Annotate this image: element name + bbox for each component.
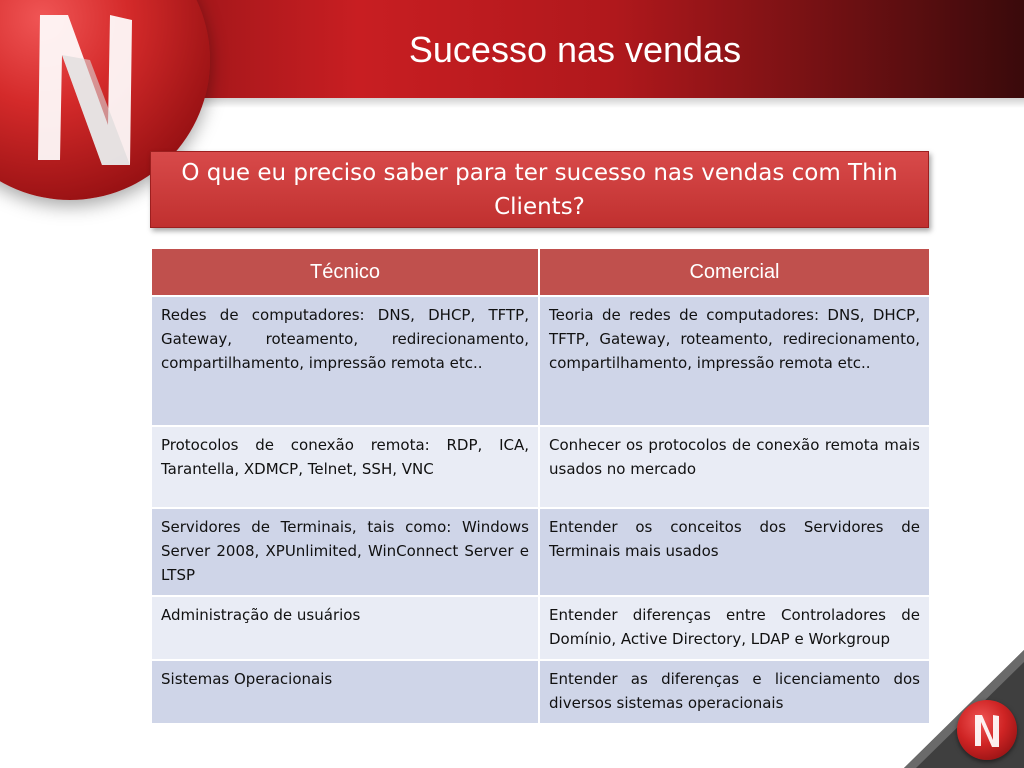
table-row — [151, 426, 930, 508]
table-cell: Redes de computadores: DNS, DHCP, TFTP, Gateway, roteamento, redirecionamento, compartilhamento, impressão remota etc.. — [151, 296, 539, 426]
table-row — [151, 296, 930, 426]
column-header-comercial: Comercial — [539, 248, 930, 296]
table-cell: Administração de usuários — [151, 596, 539, 660]
table-cell: Entender os conceitos dos Servidores de Terminais mais usados — [539, 508, 930, 596]
question-text: O que eu preciso saber para ter sucesso nas vendas com Thin Clients? — [181, 159, 898, 220]
table-row — [151, 508, 930, 596]
table-cell: Servidores de Terminais, tais como: Windows Server 2008, XPUnlimited, WinConnect Server e LTSP — [151, 508, 539, 596]
table-cell: Conhecer os protocolos de conexão remota mais usados no mercado — [539, 426, 930, 508]
table-cell: Entender as diferenças e licenciamento dos diversos sistemas operacionais — [539, 660, 930, 724]
column-header-tecnico: Técnico — [151, 248, 539, 296]
question-banner — [150, 151, 929, 228]
slide-title: Sucesso nas vendas — [408, 29, 742, 70]
table-row — [151, 596, 930, 660]
table-cell: Protocolos de conexão remota: RDP, ICA, Tarantella, XDMCP, Telnet, SSH, VNC — [151, 426, 539, 508]
requirements-table — [150, 247, 931, 725]
table-row — [151, 660, 930, 724]
table-cell: Entender diferenças entre Controladores de Domínio, Active Directory, LDAP e Workgroup — [539, 596, 930, 660]
table-cell: Sistemas Operacionais — [151, 660, 539, 724]
n-logo-small-icon — [957, 700, 1017, 760]
table-header-row — [151, 248, 930, 296]
table-cell: Teoria de redes de computadores: DNS, DHCP, TFTP, Gateway, roteamento, redirecionamento, compartilhamento, impressão remota etc.. — [539, 296, 930, 426]
